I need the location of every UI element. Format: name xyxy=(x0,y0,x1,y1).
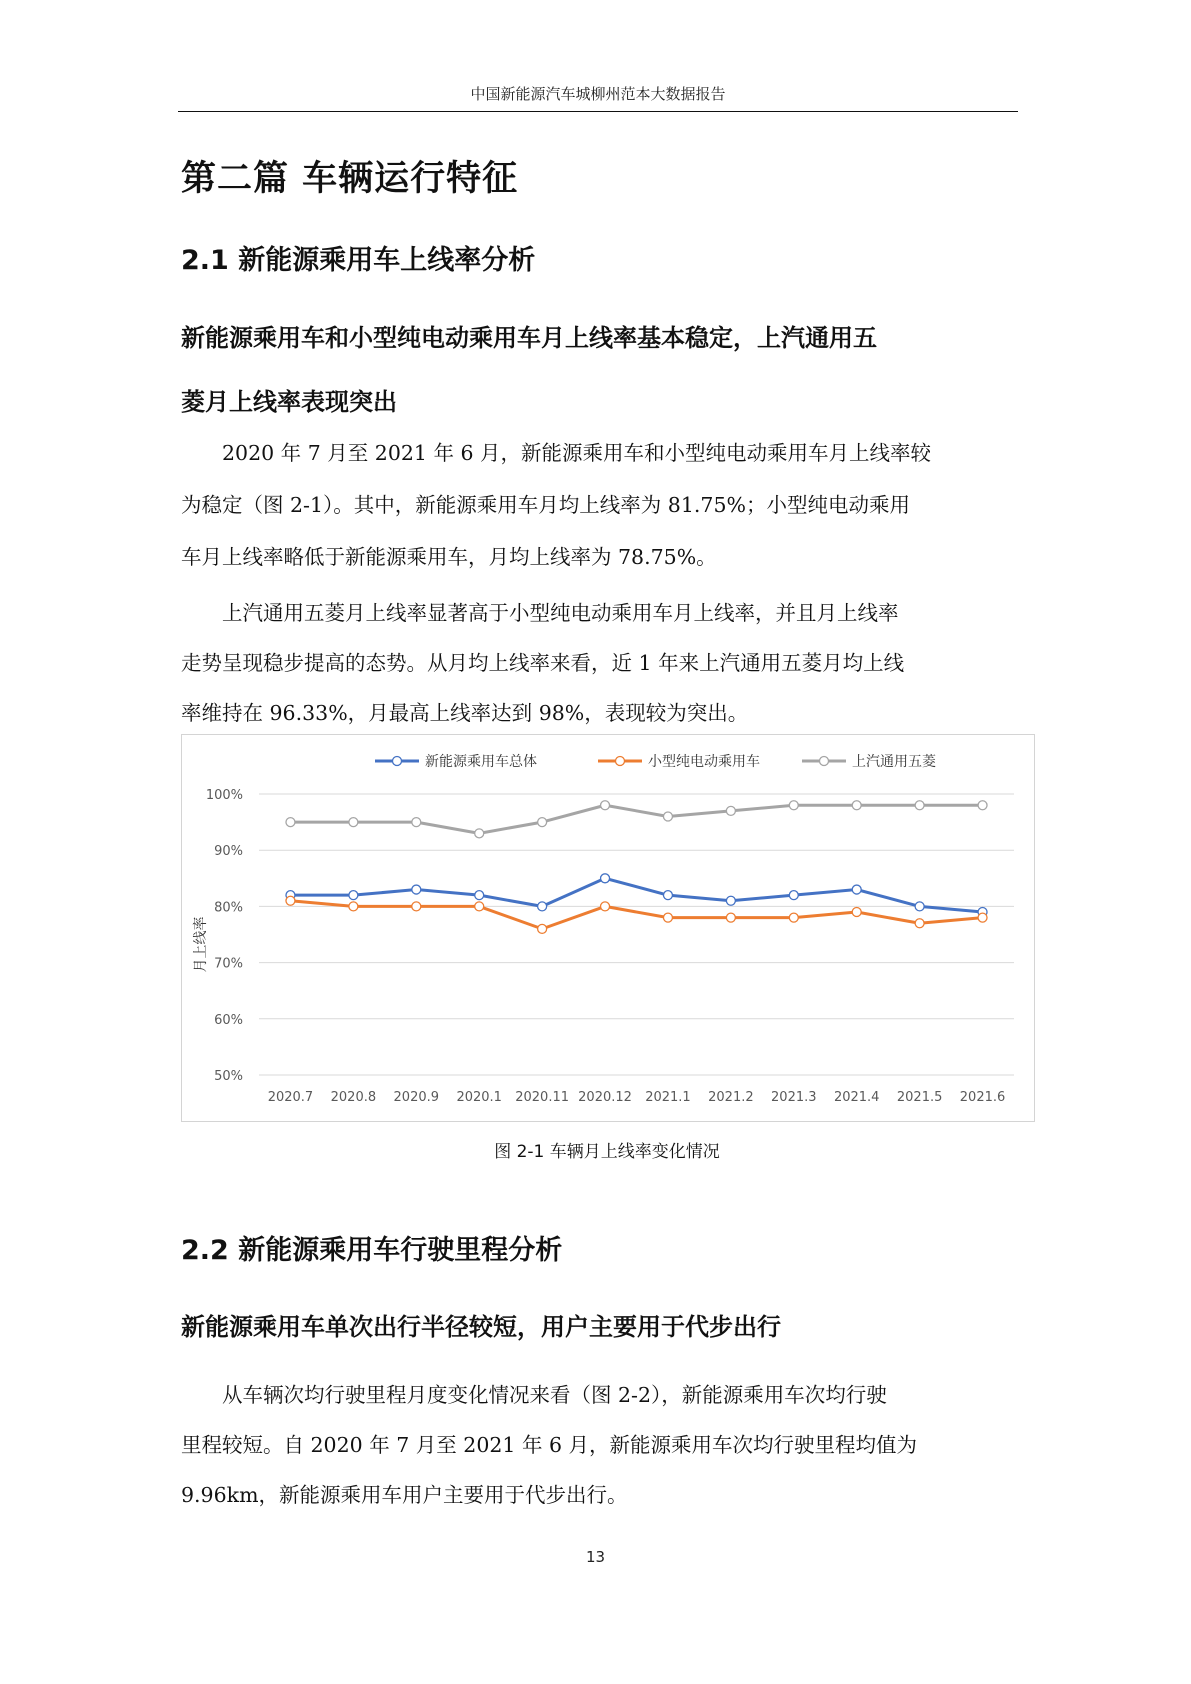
data-point xyxy=(789,913,798,922)
legend-label: 新能源乘用车总体 xyxy=(425,754,537,770)
y-tick-label: 50% xyxy=(214,1069,243,1084)
paragraph-line: 走势呈现稳步提高的态势。从月均上线率来看，近 1 年来上汽通用五菱月均上线 xyxy=(181,651,905,675)
data-point xyxy=(286,896,295,905)
paragraph-line: 上汽通用五菱月上线率显著高于小型纯电动乘用车月上线率，并且月上线率 xyxy=(222,601,899,625)
data-point xyxy=(915,902,924,911)
paragraph-wuling-online-rate xyxy=(181,588,1017,738)
legend-label: 上汽通用五菱 xyxy=(852,754,936,770)
x-tick-label: 2021.3 xyxy=(771,1090,817,1105)
legend-marker xyxy=(393,757,402,766)
paragraph-line: 里程较短。自 2020 年 7 月至 2021 年 6 月，新能源乘用车次均行驶里程均值为 xyxy=(181,1433,918,1457)
data-point xyxy=(663,913,672,922)
data-point xyxy=(286,818,295,827)
y-tick-label: 60% xyxy=(214,1012,243,1028)
data-point xyxy=(915,919,924,928)
series-line xyxy=(290,901,982,929)
data-point xyxy=(475,891,484,900)
x-tick-label: 2021.5 xyxy=(896,1090,943,1105)
running-header: 中国新能源汽车城柳州范本大数据报告 xyxy=(470,85,726,103)
data-point xyxy=(475,902,484,911)
x-tick-label: 2021.2 xyxy=(708,1090,754,1105)
data-point xyxy=(601,902,610,911)
data-point xyxy=(726,806,735,815)
data-point xyxy=(789,891,798,900)
data-point xyxy=(852,801,861,810)
section-2-1-subtitle-line-2: 菱月上线率表现突出 xyxy=(181,388,397,416)
data-point xyxy=(789,801,798,810)
legend-label: 小型纯电动乘用车 xyxy=(648,754,760,770)
paragraph-online-rate-overview xyxy=(181,427,1017,583)
section-2-1-title: 2.1 新能源乘用车上线率分析 xyxy=(181,245,536,276)
y-axis-label: 月上线率 xyxy=(193,916,209,973)
x-tick-label: 2021.1 xyxy=(645,1090,691,1105)
figure-caption: 图 2-1 车辆月上线率变化情况 xyxy=(494,1142,720,1162)
data-point xyxy=(538,818,547,827)
data-point xyxy=(349,818,358,827)
data-point xyxy=(412,818,421,827)
x-tick-label: 2020.11 xyxy=(515,1090,570,1105)
x-tick-label: 2021.4 xyxy=(833,1090,880,1105)
data-point xyxy=(663,812,672,821)
data-point xyxy=(412,902,421,911)
y-tick-label: 70% xyxy=(214,956,243,972)
x-tick-label: 2021.6 xyxy=(959,1090,1006,1105)
data-point xyxy=(978,801,987,810)
data-point xyxy=(538,902,547,911)
y-tick-label: 80% xyxy=(214,900,243,916)
data-point xyxy=(852,908,861,917)
x-tick-label: 2020.1 xyxy=(456,1090,502,1105)
paragraph-line: 2020 年 7 月至 2021 年 6 月，新能源乘用车和小型纯电动乘用车月上线率较 xyxy=(222,441,932,465)
paragraph-line: 9.96km，新能源乘用车用户主要用于代步出行。 xyxy=(181,1483,628,1507)
header-rule xyxy=(178,111,1018,112)
data-point xyxy=(726,913,735,922)
section-2-2-subtitle: 新能源乘用车单次出行半径较短，用户主要用于代步出行 xyxy=(181,1313,781,1341)
paragraph-line: 从车辆次均行驶里程月度变化情况来看（图 2-2），新能源乘用车次均行驶 xyxy=(222,1383,887,1407)
paragraph-line: 为稳定（图 2-1）。其中，新能源乘用车月均上线率为 81.75%；小型纯电动乘用 xyxy=(181,493,910,517)
online-rate-chart xyxy=(181,734,1035,1122)
y-tick-label: 90% xyxy=(214,844,243,860)
x-tick-label: 2020.12 xyxy=(578,1090,632,1105)
data-point xyxy=(412,885,421,894)
data-point xyxy=(349,902,358,911)
data-point xyxy=(475,829,484,838)
data-point xyxy=(663,891,672,900)
page-number: 13 xyxy=(585,1548,606,1566)
paragraph-mileage-overview xyxy=(181,1370,1017,1520)
chapter-title: 第二篇 车辆运行特征 xyxy=(181,159,519,199)
y-tick-label: 100% xyxy=(205,788,243,803)
paragraph-line: 车月上线率略低于新能源乘用车，月均上线率为 78.75%。 xyxy=(181,545,717,569)
x-tick-label: 2020.7 xyxy=(267,1090,314,1105)
section-2-2-title: 2.2 新能源乘用车行驶里程分析 xyxy=(181,1235,563,1266)
legend-marker xyxy=(616,757,625,766)
data-point xyxy=(978,913,987,922)
legend-marker xyxy=(820,757,829,766)
series-line xyxy=(290,805,982,833)
data-point xyxy=(852,885,861,894)
data-point xyxy=(601,801,610,810)
data-point xyxy=(349,891,358,900)
data-point xyxy=(726,896,735,905)
data-point xyxy=(601,874,610,883)
paragraph-line: 率维持在 96.33%，月最高上线率达到 98%，表现较为突出。 xyxy=(181,701,749,725)
x-tick-label: 2020.9 xyxy=(393,1090,440,1105)
online-rate-chart-svg xyxy=(182,735,1034,1121)
data-point xyxy=(538,924,547,933)
data-point xyxy=(915,801,924,810)
x-tick-label: 2020.8 xyxy=(330,1090,377,1105)
section-2-1-subtitle-line-1: 新能源乘用车和小型纯电动乘用车月上线率基本稳定，上汽通用五 xyxy=(181,324,877,352)
